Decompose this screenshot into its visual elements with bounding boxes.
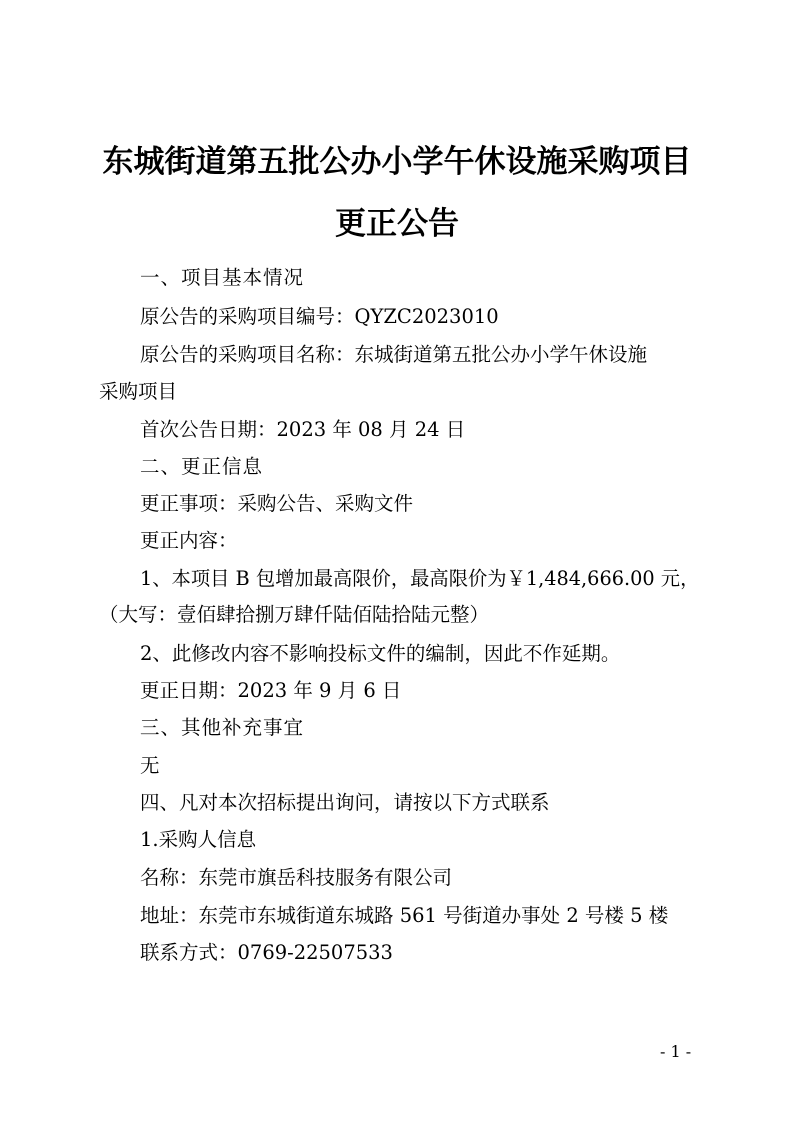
section-1-heading: 一、项目基本情况 [140, 266, 305, 289]
project-name-line-2: 采购项目 [99, 380, 178, 403]
correction-point-1-line-1: 1、本项目 B 包增加最高限价，最高限价为￥1,484,666.00 元， [140, 567, 700, 590]
purchaser-name: 名称：东莞市旗岳科技服务有限公司 [140, 866, 453, 889]
correction-content-label: 更正内容： [140, 529, 238, 552]
section-2-heading: 二、更正信息 [140, 455, 264, 478]
project-number: 原公告的采购项目编号：QYZC2023010 [140, 305, 499, 328]
correction-items: 更正事项：采购公告、采购文件 [140, 492, 414, 515]
section-4-heading: 四、凡对本次招标提出询问，请按以下方式联系 [140, 791, 550, 814]
correction-point-2: 2、此修改内容不影响投标文件的编制，因此不作延期。 [140, 642, 621, 665]
section-3-content: 无 [140, 754, 160, 777]
document-title-line-1: 东城街道第五批公办小学午休设施采购项目 [102, 144, 692, 180]
document-title-line-2: 更正公告 [335, 206, 459, 242]
section-3-heading: 三、其他补充事宜 [140, 716, 305, 739]
purchaser-contact: 联系方式：0769-22507533 [140, 941, 393, 964]
purchaser-info-heading: 1.采购人信息 [140, 828, 257, 851]
purchaser-address: 地址：东莞市东城街道东城路 561 号街道办事处 2 号楼 5 楼 [140, 904, 669, 927]
project-name-line-1: 原公告的采购项目名称：东城街道第五批公办小学午休设施 [140, 343, 648, 366]
correction-date: 更正日期：2023 年 9 月 6 日 [140, 679, 402, 702]
correction-point-1-line-2: （大写：壹佰肆拾捌万肆仟陆佰陆拾陆元整） [99, 603, 490, 626]
first-announcement-date: 首次公告日期：2023 年 08 月 24 日 [140, 418, 466, 441]
page-number: - 1 - [660, 1042, 692, 1061]
